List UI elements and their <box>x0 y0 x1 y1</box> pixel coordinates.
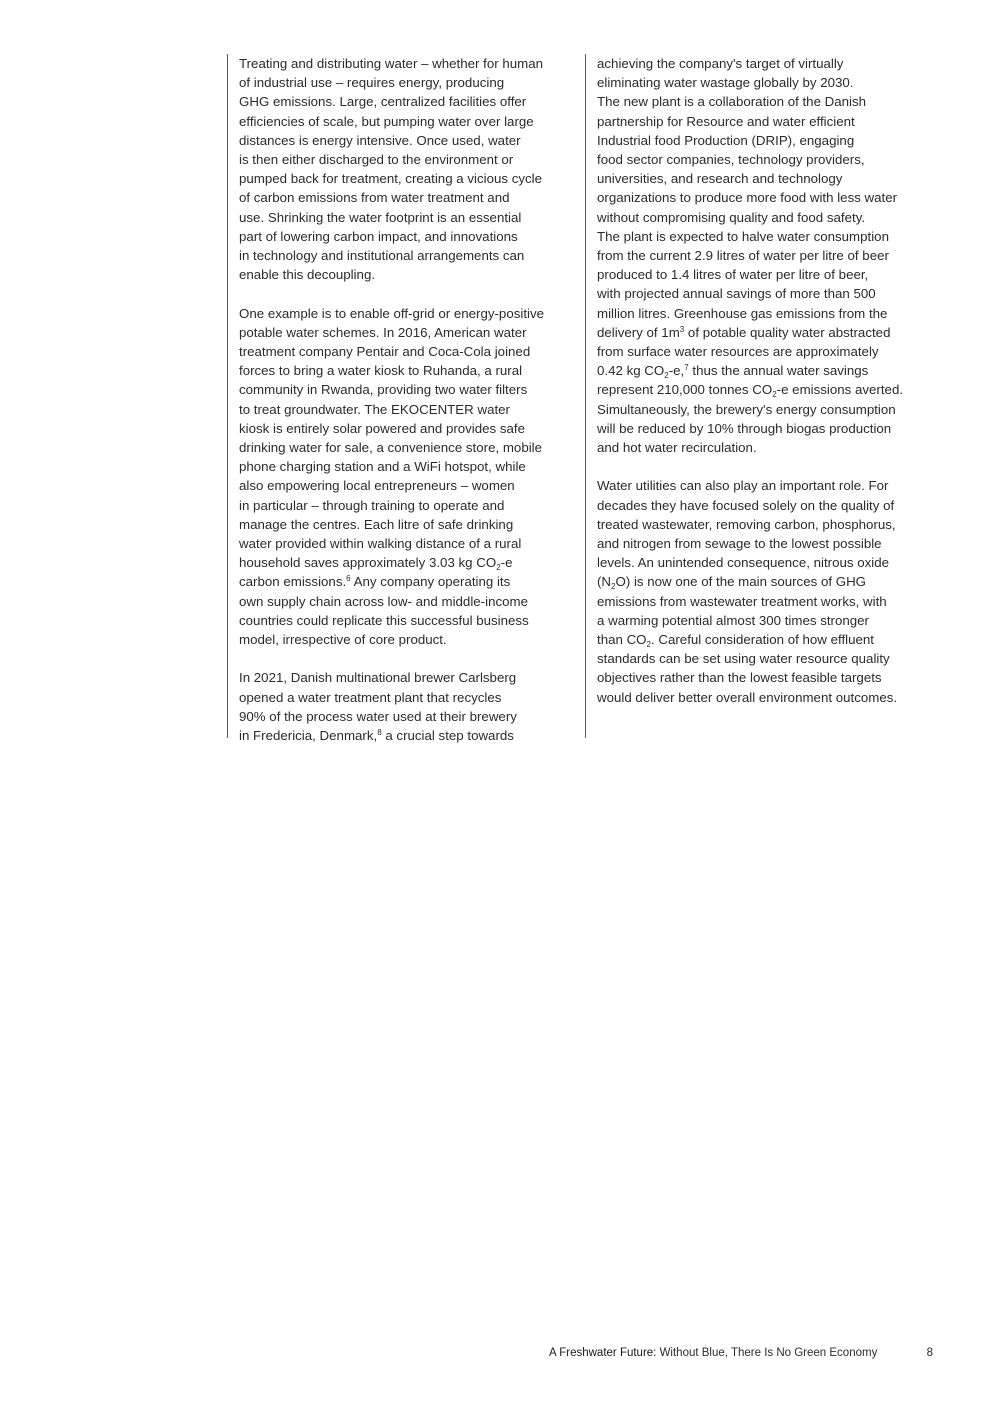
paragraph <box>239 54 587 284</box>
text-line: The new plant is a collaboration of the Danish <box>597 94 867 110</box>
footer-title-strong: A Freshwater Future: <box>549 1347 657 1359</box>
text-line: decades they have focused solely on the quality of <box>597 497 895 513</box>
text-line: efficiencies of scale, but pumping water over large <box>239 113 534 129</box>
text-line: One example is to enable off-grid or energy-positive <box>239 305 545 321</box>
text-line: opened a water treatment plant that recycles <box>239 689 502 705</box>
text-line: and nitrogen from sewage to the lowest possible <box>597 536 882 552</box>
footer-title-rest: Without Blue, There Is No Green Economy <box>656 1347 878 1359</box>
text-line: manage the centres. Each litre of safe drinking <box>239 516 514 532</box>
text-line: Water utilities can also play an important role. For <box>597 478 889 494</box>
text-line: part of lowering carbon impact, and innovations <box>239 228 518 244</box>
text-line: from the current 2.9 litres of water per litre of beer <box>597 248 889 264</box>
text-line: in technology and institutional arrangements can <box>239 248 525 264</box>
text-line: in particular – through training to operate and <box>239 497 505 513</box>
text-line: would deliver better overall environment outcomes. <box>597 689 898 705</box>
text-line: water provided within walking distance of a rural <box>239 536 522 552</box>
text-line: to treat groundwater. The EKOCENTER water <box>239 401 510 417</box>
right-column <box>585 54 947 738</box>
text-line: community in Rwanda, providing two water filters <box>239 382 528 398</box>
text-line: In 2021, Danish multinational brewer Carlsberg <box>239 670 517 686</box>
text-line: Industrial food Production (DRIP), engaging <box>597 132 855 148</box>
text-line: own supply chain across low- and middle-income <box>239 593 528 609</box>
paragraph: One example is to enable off-grid or energy-positive potable water schemes. In 2016, American water treatment company Pentair and Coca-Cola joined forces to bring a water kiosk to Ruhanda, a rural community in Rwanda, providing two water filters to treat groundwater. The EKOCENTER water kiosk is entirely solar powered and provides safe drinking water for sale, a convenience store, mobile phone charging station and a WiFi hotspot, while also empowering local entrepreneurs – women in particular – through training to operate and manage the centres. Each litre of safe drinking water provided within walking distance of a rural household saves approximately 3.03 kg $CO_2-e$ carbon emissions.$^6$ Any company operating its own supply chain across low- and middle-income countries could replicate this successful business model, irrespective of core product. <box>239 304 587 650</box>
text-line: million litres. Greenhouse gas emissions from the <box>597 305 888 321</box>
text-line: emissions from wastewater treatment works, with <box>597 593 887 609</box>
text-line: potable water schemes. In 2016, American water <box>239 324 527 340</box>
text-line: also empowering local entrepreneurs – women <box>239 478 515 494</box>
text-line: drinking water for sale, a convenience store, mobile <box>239 440 543 456</box>
text-line: organizations to produce more food with less water <box>597 190 898 206</box>
text-line: a warming potential almost 300 times stronger <box>597 612 869 628</box>
page-number: 8 <box>926 1347 933 1359</box>
text-line: levels. An unintended consequence, nitrous oxide <box>597 555 889 571</box>
text-line: partnership for Resource and water efficient <box>597 113 855 129</box>
text-line: distances is energy intensive. Once used, water <box>239 132 521 148</box>
footnote-marker: 6 <box>346 574 351 584</box>
text-line: food sector companies, technology providers, <box>597 152 865 168</box>
footnote-marker: 8 <box>377 728 382 738</box>
text-line: of carbon emissions from water treatment and <box>239 190 510 206</box>
left-column <box>227 54 587 744</box>
footnote-marker: 7 <box>684 363 689 373</box>
text-line: use. Shrinking the water footprint is an essential <box>239 209 522 225</box>
text-line: treated wastewater, removing carbon, phosphorus, <box>597 516 896 532</box>
text-line: eliminating water wastage globally by 2030. <box>597 75 854 91</box>
paragraph: achieving the company's target of virtually eliminating water wastage globally by 2030. The new plant is a collaboration of the Danish partnership for Resource and water efficient Industrial food Production (DRIP), engaging food sector companies, technology providers, universities, and research and technology organizations to produce more food with less water without compromising quality and food safety. The plant is expected to halve water consumption from the current 2.9 litres of water per litre of beer produced to 1.4 litres of water per litre of beer, with projected annual savings of more than 500 million litres. Greenhouse gas emissions from the delivery of $1m^3$ of potable quality water abstracted from surface water resources are approximately 0.42 kg $CO_2-e,^7$ thus the annual water savings represent 210,000 tonnes $CO_2-e$ emissions averted. Simultaneously, the brewery's energy consumption will be reduced by 10% through biogas production and hot water recirculation. <box>597 54 947 457</box>
text-line: objectives rather than the lowest feasible targets <box>597 670 882 686</box>
text-line: achieving the company's target of virtually <box>597 56 844 71</box>
text-line: universities, and research and technology <box>597 171 843 187</box>
text-line: will be reduced by 10% through biogas production <box>597 420 892 436</box>
text-line: forces to bring a water kiosk to Ruhanda, a rural <box>239 363 523 379</box>
text-line: and hot water recirculation. <box>597 440 757 456</box>
text-line: Simultaneously, the brewery's energy consumption <box>597 401 896 417</box>
text-line: GHG emissions. Large, centralized facilities offer <box>239 94 527 110</box>
text-line: is then either discharged to the environment or <box>239 152 514 168</box>
paragraph: Water utilities can also play an important role. For decades they have focused solely on the quality of treated wastewater, removing carbon, phosphorus, and nitrogen from sewage to the lowest possible levels. An unintended consequence, nitrous oxide $(N_2O)$ is now one of the main sources of GHG emissions from wastewater treatment works, with a warming potential almost 300 times stronger than $CO_2$. Careful consideration of how effluent standards can be set using water resource quality objectives rather than the lowest feasible targets would deliver better overall environment outcomes. <box>597 476 947 706</box>
text-line: enable this decoupling. <box>239 267 376 283</box>
text-line: Treating and distributing water – whether for human <box>239 56 544 71</box>
text-line: of industrial use – requires energy, producing <box>239 75 505 91</box>
text-line: phone charging station and a WiFi hotspot, while <box>239 459 526 475</box>
text-line: produced to 1.4 litres of water per litre of beer, <box>597 267 869 283</box>
text-line: with projected annual savings of more than 500 <box>597 286 876 302</box>
text-line: without compromising quality and food safety. <box>597 209 866 225</box>
text-line: pumped back for treatment, creating a vicious cycle <box>239 171 543 187</box>
text-line: 90% of the process water used at their brewery <box>239 708 517 724</box>
text-line: treatment company Pentair and Coca-Cola joined <box>239 344 531 360</box>
text-line: standards can be set using water resource quality <box>597 651 890 667</box>
page-footer <box>549 1347 935 1359</box>
paragraph: In 2021, Danish multinational brewer Carlsberg opened a water treatment plant that recycles 90% of the process water used at their brewery in Fredericia, Denmark,$^8$ a crucial step towards <box>239 668 587 745</box>
text-line: kiosk is entirely solar powered and provides safe <box>239 420 526 436</box>
text-line: model, irrespective of core product. <box>239 632 447 648</box>
text-line: The plant is expected to halve water consumption <box>597 228 889 244</box>
text-line: countries could replicate this successful business <box>239 612 529 628</box>
